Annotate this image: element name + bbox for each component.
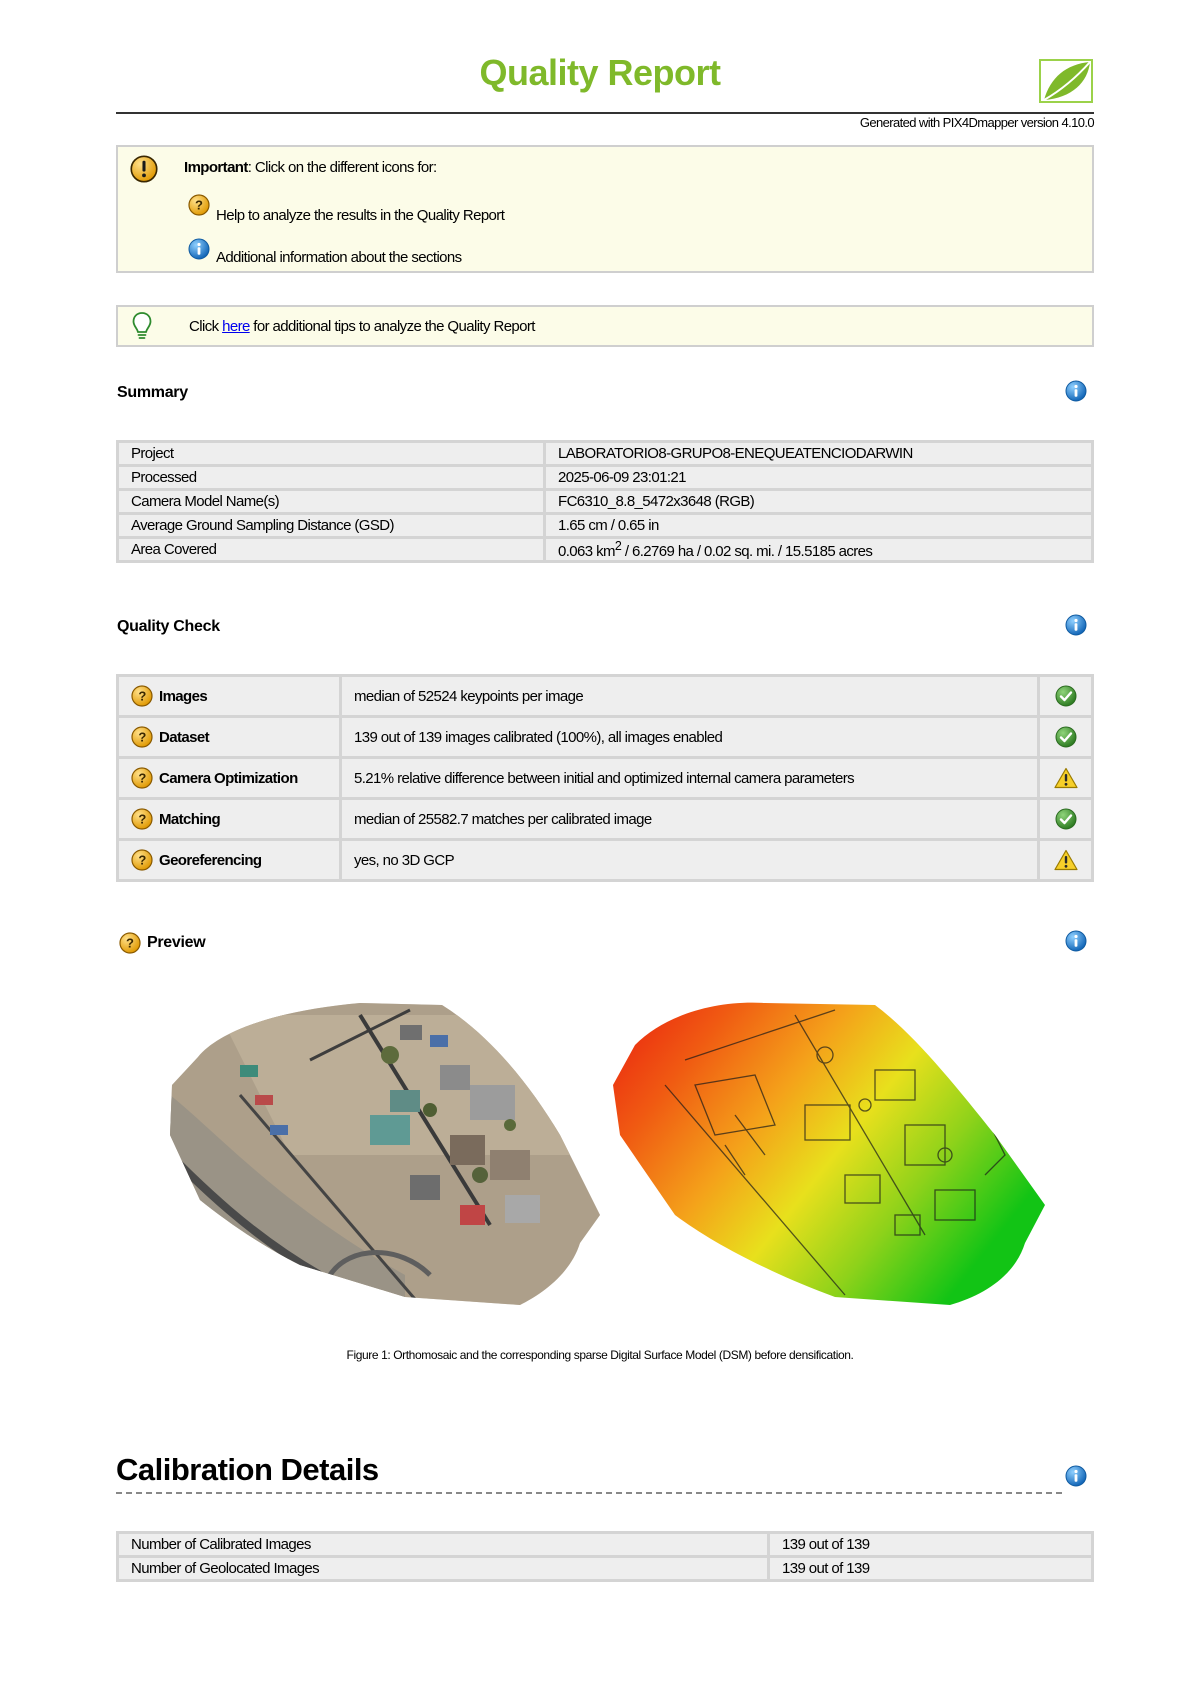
summary-value: FC6310_8.8_5472x3648 (RGB) xyxy=(545,490,1093,514)
table-row xyxy=(118,442,1093,466)
table-row xyxy=(118,758,1093,799)
help-icon[interactable] xyxy=(119,932,141,954)
lightbulb-icon xyxy=(132,311,152,341)
check-ok-icon xyxy=(1055,808,1077,830)
preview-heading: Preview xyxy=(147,934,206,951)
tip-after: for additional tips to analyze the Quality Report xyxy=(249,318,535,335)
qc-status-cell xyxy=(1039,840,1093,881)
help-icon[interactable] xyxy=(131,849,153,871)
qc-value: median of 25582.7 matches per calibrated image xyxy=(341,799,1039,840)
help-icon[interactable] xyxy=(131,726,153,748)
qc-value: median of 52524 keypoints per image xyxy=(341,676,1039,717)
summary-table xyxy=(116,440,1094,563)
exclamation-icon xyxy=(130,155,158,183)
qc-label: Camera Optimization xyxy=(159,769,298,787)
summary-label: Processed xyxy=(118,466,545,490)
qc-label: Images xyxy=(159,687,208,705)
area-value-sup: 2 xyxy=(614,539,622,553)
summary-value: 1.65 cm / 0.65 in xyxy=(545,514,1093,538)
header-rule xyxy=(116,112,1094,114)
qc-status-cell xyxy=(1039,676,1093,717)
qc-status-cell xyxy=(1039,717,1093,758)
tip-here-link[interactable]: here xyxy=(222,318,250,335)
table-row xyxy=(118,1533,1093,1557)
qc-value: 5.21% relative difference between initial and optimized internal camera parameters xyxy=(341,758,1039,799)
calibration-value: 139 out of 139 xyxy=(769,1533,1093,1557)
calibration-heading: Calibration Details xyxy=(116,1452,379,1487)
qc-status-cell xyxy=(1039,799,1093,840)
help-icon[interactable] xyxy=(131,767,153,789)
qc-value: 139 out of 139 images calibrated (100%), all images enabled xyxy=(341,717,1039,758)
summary-label: Project xyxy=(118,442,545,466)
qc-label-cell xyxy=(118,799,341,840)
generated-note: Generated with PIX4Dmapper version 4.10.0 xyxy=(859,115,1094,130)
calibration-value: 139 out of 139 xyxy=(769,1557,1093,1581)
info-icon[interactable] xyxy=(188,238,210,260)
dsm-image xyxy=(605,975,1045,1310)
tip-box xyxy=(116,305,1094,347)
table-row xyxy=(118,490,1093,514)
help-icon[interactable] xyxy=(188,194,210,216)
important-box xyxy=(116,145,1094,273)
calibration-divider xyxy=(116,1492,1062,1494)
check-ok-icon xyxy=(1055,726,1077,748)
tip-text xyxy=(189,318,535,335)
summary-label: Camera Model Name(s) xyxy=(118,490,545,514)
area-value-post: / 6.2769 ha / 0.02 sq. mi. / 15.5185 acres xyxy=(621,543,873,560)
summary-info-icon[interactable] xyxy=(1065,380,1087,402)
important-lead xyxy=(184,159,437,176)
table-row xyxy=(118,840,1093,881)
calibration-label: Number of Geolocated Images xyxy=(118,1557,769,1581)
quality-check-info-icon[interactable] xyxy=(1065,614,1087,636)
preview-info-icon[interactable] xyxy=(1065,930,1087,952)
calibration-label: Number of Calibrated Images xyxy=(118,1533,769,1557)
quality-check-heading: Quality Check xyxy=(117,618,220,635)
calibration-table xyxy=(116,1531,1094,1582)
table-row xyxy=(118,1557,1093,1581)
table-row xyxy=(118,676,1093,717)
calibration-info-icon[interactable] xyxy=(1065,1465,1087,1487)
help-icon[interactable] xyxy=(131,685,153,707)
qc-label-cell xyxy=(118,676,341,717)
check-ok-icon xyxy=(1055,685,1077,707)
qc-label: Matching xyxy=(159,810,221,828)
help-icon[interactable] xyxy=(131,808,153,830)
qc-label: Georeferencing xyxy=(159,851,262,869)
tip-before: Click xyxy=(189,318,223,335)
area-value-pre: 0.063 km xyxy=(558,543,615,560)
pix4d-logo-icon xyxy=(1036,58,1094,104)
table-row xyxy=(118,538,1093,562)
qc-status-cell xyxy=(1039,758,1093,799)
summary-value: LABORATORIO8-GRUPO8-ENEQUEATENCIODARWIN xyxy=(545,442,1093,466)
important-item-help: Help to analyze the results in the Quality Report xyxy=(216,207,505,224)
qc-label-cell xyxy=(118,717,341,758)
orthomosaic-image xyxy=(160,975,605,1310)
qc-value: yes, no 3D GCP xyxy=(341,840,1039,881)
important-lead-bold: Important xyxy=(184,159,248,176)
qc-label-cell xyxy=(118,758,341,799)
qc-label: Dataset xyxy=(159,728,209,746)
summary-label: Area Covered xyxy=(118,538,545,562)
summary-label: Average Ground Sampling Distance (GSD) xyxy=(118,514,545,538)
table-row xyxy=(118,799,1093,840)
table-row xyxy=(118,466,1093,490)
qc-label-cell xyxy=(118,840,341,881)
warning-icon xyxy=(1054,849,1078,871)
important-item-info: Additional information about the sections xyxy=(216,249,462,266)
important-lead-rest: : Click on the different icons for: xyxy=(247,159,437,176)
summary-value: 2025-06-09 23:01:21 xyxy=(545,466,1093,490)
report-title: Quality Report xyxy=(479,52,721,93)
quality-check-table xyxy=(116,674,1094,882)
summary-value xyxy=(545,538,1093,562)
summary-heading: Summary xyxy=(117,384,188,401)
table-row xyxy=(118,514,1093,538)
warning-icon xyxy=(1054,767,1078,789)
table-row xyxy=(118,717,1093,758)
preview-caption: Figure 1: Orthomosaic and the corresponding sparse Digital Surface Model (DSM) before densification. xyxy=(346,1348,854,1362)
